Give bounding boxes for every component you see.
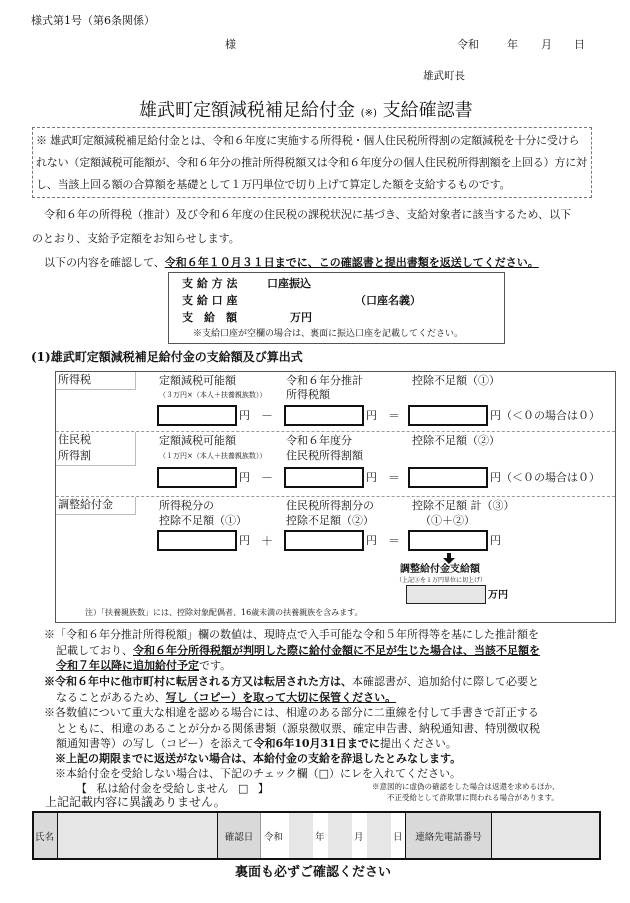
row-divider — [56, 431, 615, 432]
intro-line-3 — [44, 256, 539, 270]
shortfall-1-copy-field[interactable] — [157, 530, 237, 551]
row1-col2-title: 令和６年分推計 — [286, 374, 363, 387]
note-2-bold: ※令和６年中に他市町村に転居される方又は転居された方は、 — [44, 675, 352, 688]
adjustment-payment-sub: （上記③を１万円単位に切上げ） — [396, 577, 487, 584]
note-2-rest: 本確認書が、追加給付に際して必要と — [352, 675, 539, 688]
section-1-heading: (1)雄武町定額減税補足給付金の支給額及び算出式 — [31, 350, 303, 364]
note-3-line-2: とともに、相違のあることが分かる関係書類（源泉徴収票、確定申告書、納税通知書、特別徴収税 — [56, 721, 540, 735]
decline-checkbox[interactable]: □ — [238, 782, 249, 795]
confirm-date-era: 令和 — [261, 813, 289, 858]
row2-col3-title: 控除不足額（②） — [412, 434, 500, 447]
row-label-income-tax: 所得税 — [56, 372, 136, 390]
date-year: 年 — [507, 38, 518, 51]
calculation-table — [55, 371, 616, 623]
note-1-line-2 — [44, 643, 540, 659]
definition-notice: ※ 雄武町定額減税補足給付金とは、令和６年度に実施する所得税・個人住民税所得割の定額減税を十分に受けられない（定額減税可能額が、令和６年分の推計所得税額又は令和６年度分の個人住民税所得割額を上回る）方に対し、当該上回る額の合算額を基礎として１万円単位で切り上げて算定した額を支給するものです。 — [32, 127, 592, 198]
minus-operator: － — [261, 409, 274, 423]
deadline-emphasis: 令和６年１０月３１日までに、この確認書と提出書類を返送してください。 — [164, 256, 539, 269]
method-label: 支 給 方 法 — [182, 277, 238, 290]
yen-unit: 円 — [239, 409, 250, 422]
account-label: 支 給 口 座 — [182, 294, 238, 307]
payment-summary-box — [168, 272, 505, 344]
method-value: 口座振込 — [267, 277, 311, 290]
note-2-prefix: なることがあるため、 — [56, 690, 166, 704]
title-marker: (※) — [360, 108, 377, 119]
minus-operator: － — [261, 471, 274, 485]
confirm-day-field[interactable] — [367, 813, 391, 858]
plus-operator: ＋ — [261, 534, 274, 548]
row3-col2-title2: 控除不足額（②） — [286, 514, 374, 527]
fixed-reduction-resident-tax-field[interactable] — [157, 467, 237, 488]
yen-unit: 円 — [239, 534, 250, 547]
note-3 — [44, 705, 540, 752]
note-3-emphasis: 令和6年10月31日までに — [253, 737, 380, 750]
page-title — [139, 100, 473, 125]
note-4: ※上記の期限までに返送がない場合は、本給付金の支給を辞退したとみなします。 — [55, 752, 462, 765]
adjustment-payment-field[interactable] — [406, 585, 486, 604]
row1-col1-title: 定額減税可能額 — [159, 374, 236, 387]
bracket-close: 】 — [257, 782, 269, 795]
note-3-suffix: 提出ください。 — [379, 737, 457, 750]
shortfall-1-field[interactable] — [408, 405, 488, 426]
title-main: 雄武町定額減税補足給付金 — [139, 100, 355, 121]
signature-table — [32, 811, 601, 860]
note-3-line-3 — [44, 736, 540, 752]
confirm-month-label: 月 — [352, 813, 367, 858]
confirm-day-label: 日 — [391, 813, 406, 858]
decline-label: 私は給付金を受給しません — [96, 782, 229, 795]
adjustment-payment-unit: 万円 — [488, 590, 508, 601]
note-2 — [44, 674, 539, 705]
footer-reminder: 裏面も必ずご確認ください — [235, 865, 392, 880]
note-3-prefix: 額通知書等）の写し（コピー）を添えて — [56, 737, 254, 750]
form-number: 様式第1号（第6条関係） — [31, 14, 155, 27]
confirm-date-label: 確認日 — [218, 813, 261, 858]
confirm-month-field[interactable] — [328, 813, 352, 858]
note-2-line-1 — [44, 674, 539, 690]
issuer: 雄武町長 — [423, 70, 465, 82]
amount-label: 支 給 額 — [182, 311, 237, 324]
row-label-resident-tax-1: 住民税 — [58, 433, 91, 446]
row1-col2-title2: 所得税額 — [286, 388, 330, 401]
resident-tax-income-portion-field[interactable] — [284, 467, 364, 488]
addressee-suffix: 様 — [225, 38, 236, 51]
note-1-emphasis: 令和６年分所得税額が判明した際に給付金額に不足が生じた場合は、当該不足額を — [133, 643, 540, 657]
note-2-line-2 — [44, 690, 539, 706]
row2-col1-sub: （１万円×（本人＋扶養親族数）） — [159, 452, 267, 460]
note-1-emphasis-2: 令和７年以降に追加給付予定 — [56, 659, 199, 672]
title-suffix: 支給確認書 — [382, 100, 473, 121]
intro-line-1: 令和６年の所得税（推計）及び令和６年度の住民税の課税状況に基づき、支給対象者に該当するため、以下 — [44, 208, 572, 221]
row-divider — [56, 496, 615, 497]
row2-col1-title: 定額減税可能額 — [159, 434, 236, 447]
note-3-line-1: ※各数値について重大な相違を認める場合には、相違のある部分に二重線を付して手書きで訂正する — [44, 706, 539, 719]
phone-label: 連絡先電話番号 — [406, 813, 492, 858]
row-label-resident-tax — [56, 432, 136, 466]
row3-col3-title2: （①＋②） — [420, 514, 475, 527]
row2-col2-title: 令和６年度分 — [286, 434, 352, 447]
phone-field[interactable] — [492, 813, 599, 858]
equals-operator: ＝ — [388, 534, 401, 548]
yen-unit: 円 — [366, 409, 377, 422]
decline-line — [76, 782, 269, 795]
fixed-reduction-income-tax-field[interactable] — [157, 405, 237, 426]
note-5: ※本給付金を受給しない場合は、下記のチェック欄（□）にレを入れてください。 — [55, 767, 462, 780]
shortfall-2-copy-field[interactable] — [284, 530, 364, 551]
shortfall-total-field[interactable] — [408, 530, 488, 551]
note-1-line-1: ※「令和６年分推計所得税額」欄の数値は、現時点で入手可能な令和５年所得等を基にした推計額を — [44, 628, 539, 641]
down-arrow-icon — [443, 553, 455, 564]
date-month: 月 — [541, 38, 552, 51]
name-field[interactable] — [58, 813, 218, 858]
dependents-footnote: 注）「扶養親族数」には、控除対象配偶者、16歳未満の扶養親族を含みます。 — [85, 608, 363, 617]
note-2-emphasis: 写し（コピー）を取って大切に保管ください。 — [165, 690, 397, 704]
shortfall-1-tail: 円（＜０の場合は０） — [490, 409, 600, 422]
equals-operator: ＝ — [388, 471, 401, 485]
confirm-year-field[interactable] — [289, 813, 313, 858]
shortfall-2-field[interactable] — [408, 467, 488, 488]
note-1 — [44, 627, 540, 674]
row1-col3-title: 控除不足額（①） — [412, 374, 500, 387]
adjustment-payment-title: 調整給付金支給額 — [400, 564, 480, 575]
row3-col2-title: 住民税所得割分の — [286, 499, 374, 512]
deadline-prefix: 以下の内容を確認して、 — [44, 256, 165, 269]
yen-unit: 円 — [366, 471, 377, 484]
shortfall-total-unit: 円 — [490, 534, 501, 547]
date-era: 令和 — [457, 38, 479, 51]
account-blank-note: ※支給口座が空欄の場合は、裏面に振込口座を記載してください。 — [193, 329, 464, 339]
row3-col3-title: 控除不足額 計（③） — [412, 499, 515, 512]
fraud-warning-1: ※意図的に虚偽の確認をした場合は返還を求めるほか、 — [372, 782, 560, 791]
fraud-warning-2: 不正受給として詐欺罪に問われる場合があります。 — [387, 793, 559, 802]
note-1-line-3 — [44, 658, 540, 674]
yen-unit: 円 — [366, 534, 377, 547]
row3-col1-title2: 控除不足額（①） — [159, 514, 247, 527]
date-day: 日 — [574, 38, 585, 51]
yen-unit: 円 — [239, 471, 250, 484]
note-1-suffix: です。 — [199, 659, 232, 672]
row-label-adjustment: 調整給付金 — [56, 497, 136, 515]
confirm-year-label: 年 — [313, 813, 328, 858]
equals-operator: ＝ — [388, 409, 401, 423]
shortfall-2-tail: 円（＜０の場合は０） — [490, 471, 600, 484]
amount-unit: 万円 — [290, 311, 312, 324]
note-1-prefix: 記載しており、 — [56, 643, 133, 657]
estimated-income-tax-field[interactable] — [284, 405, 364, 426]
agreement-statement: 上記記載内容に異議ありません。 — [45, 795, 226, 809]
intro-line-2: のとおり、支給予定額をお知らせします。 — [32, 232, 240, 245]
row1-col1-sub: （３万円×（本人＋扶養親族数）） — [159, 391, 267, 399]
bracket-open: 【 — [76, 782, 87, 795]
account-holder-label: （口座名義） — [355, 294, 421, 307]
row3-col1-title: 所得税分の — [159, 499, 214, 512]
row-label-resident-tax-2: 所得割 — [58, 449, 91, 462]
row2-col2-title2: 住民税所得割額 — [286, 449, 363, 462]
name-label: 氏名 — [34, 813, 58, 858]
